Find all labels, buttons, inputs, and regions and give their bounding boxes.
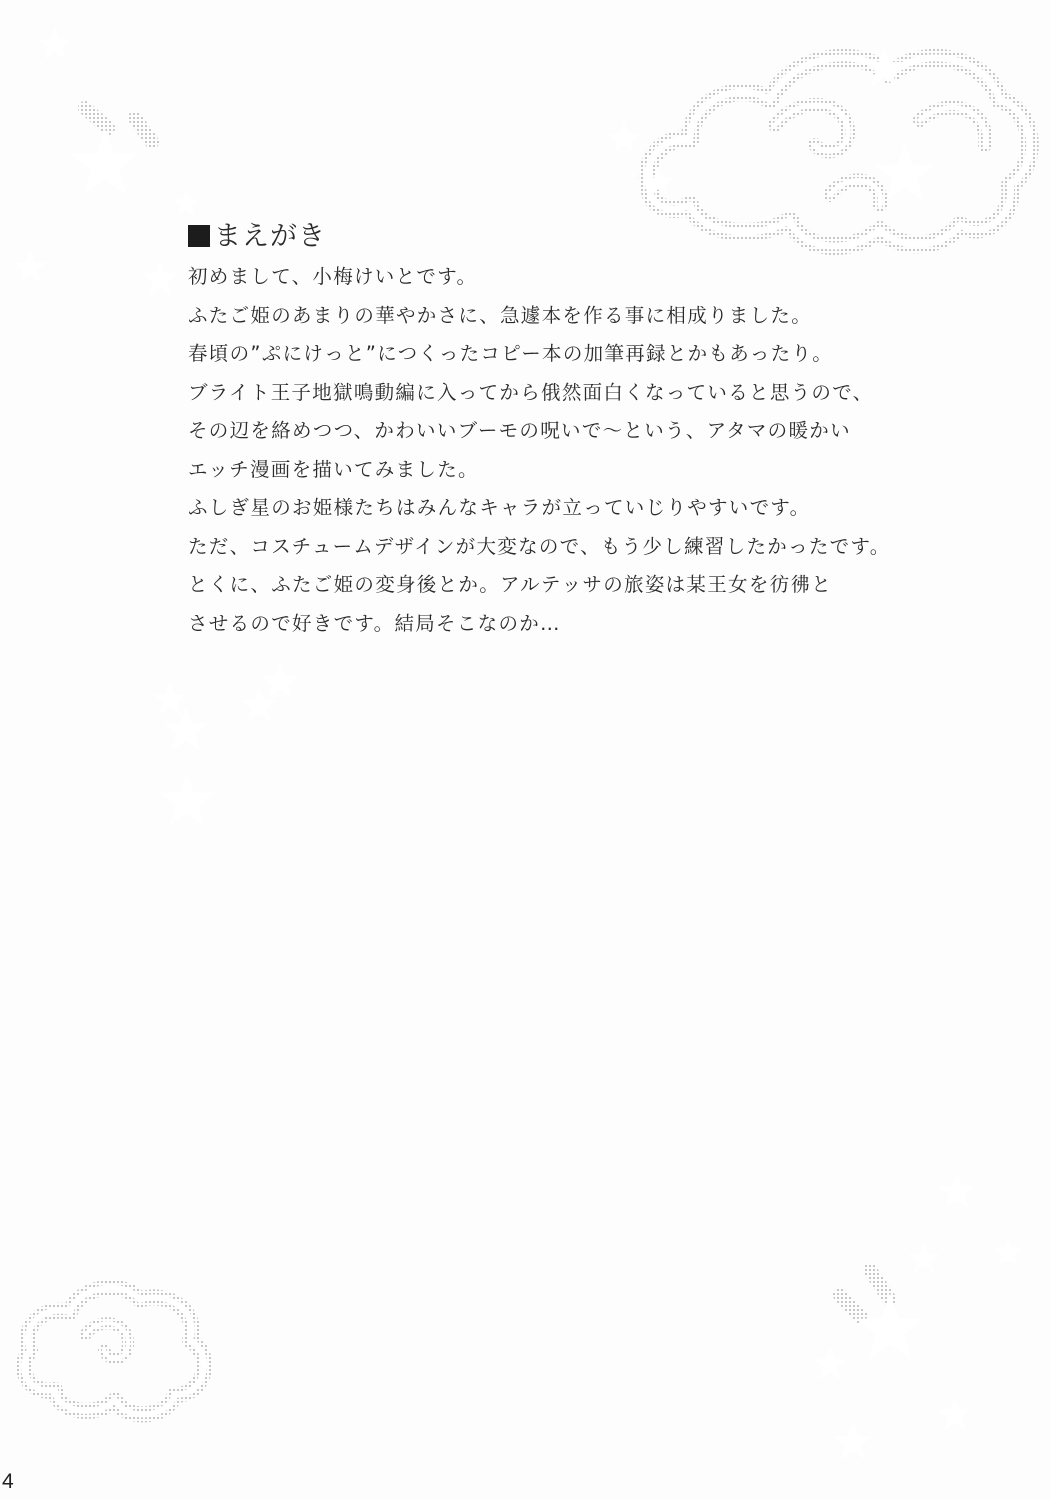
text-line: 春頃の”ぷにけっと”につくったコピー本の加筆再録とかもあったり。 <box>188 342 834 365</box>
text-line: させるので好きです。結局そこなのか… <box>188 611 561 635</box>
heading-square-marker-icon <box>188 225 210 247</box>
foreword-body <box>188 258 908 643</box>
page-number: 4 <box>2 1470 14 1493</box>
text-line: ふたご姫のあまりの華やかさに、急遽本を作る事に相成りました。 <box>188 303 812 327</box>
motion-lines-top-left-icon <box>85 108 152 142</box>
section-heading <box>188 219 326 255</box>
cloud-bottom-left-icon <box>24 1288 204 1415</box>
text-line: ブライト王子地獄鳴動編に入ってから俄然面白くなっていると思うので、 <box>188 380 874 404</box>
text-line: とくに、ふたご姫の変身後とか。アルテッサの旅姿は某王女を彷彿と <box>188 573 833 596</box>
text-line: 初めまして、小梅けいとです。 <box>188 265 478 288</box>
heading-text: まえがき <box>214 221 326 252</box>
text-line: エッチ漫画を描いてみました。 <box>188 457 479 481</box>
text-line: ただ、コスチュームデザインが大変なので、もう少し練習したかったです。 <box>188 534 891 558</box>
text-line: ふしぎ星のお姫様たちはみんなキャラが立っていじりやすいです。 <box>188 496 811 519</box>
cloud-top-right-icon <box>648 58 1030 246</box>
text-line: その辺を絡めつつ、かわいいブーモの呪いで～という、アタマの暖かい <box>188 419 851 442</box>
